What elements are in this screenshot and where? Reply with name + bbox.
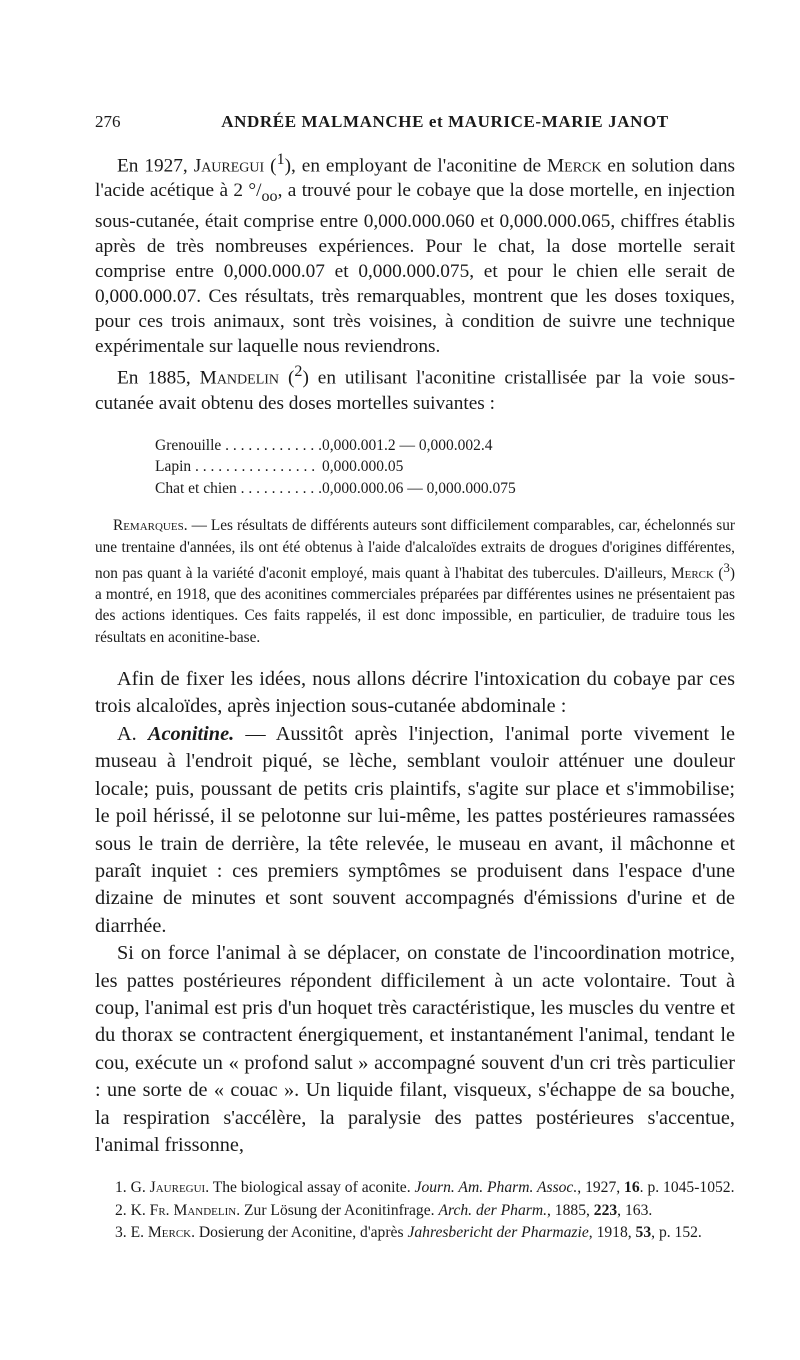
section-title: Aconitine. — [147, 722, 235, 745]
remarks-paragraph: Remarques. — Les résultats de différents auteurs sont difficilement comparables, car, échelonnés sur une trentaine d'années, ils ont été obtenus à l'aide d'alcaloïdes extraits de drogues d'origines différentes, non pas quant à la variété d'aconit employé, mais quant à l'habitat des tubercules. D'ailleurs, Merck ($^3$) a montré, en 1918, que des aconitines commerciales préparées par différentes usines ne présentaient pas des actions identiques. Ces faits rappelés, il est donc impossible, en particulier, de traduire tous les résultats en aconitine-base. — [95, 517, 735, 646]
table-row — [155, 478, 516, 500]
footnote: 2. K. Fr. Mandelin. Zur Lösung der Aconitinfrage. Arch. der Pharm., 1885, 223, 163. — [115, 1201, 653, 1219]
paragraph-aconitine: A. Aconitine. — Aussitôt après l'injection, l'animal porte vivement le museau à l'endroit piqué, se lèche, semblant vouloir atténuer une douleur locale; puis, poussant de petits cris plaintifs, s'agite sur place et s'immobilise; le poil hérissé, il se pelotonne sur lui-même, les pattes postérieures ramassées sous le train de derrière, la tête relevée, le museau en avant, il mâchonne et paraît inquiet : ces premiers symptômes se produisent dans l'espace d'une dizaine de minutes et sont souvent accompagnés d'émissions d'urine et de diarrhée. — [95, 722, 735, 937]
footnotes — [95, 1177, 735, 1245]
animal-cell: Grenouille . . . . . . . . . . . . . — [155, 436, 323, 454]
page-header — [95, 112, 735, 136]
animal-cell: Lapin . . . . . . . . . . . . . . . . — [155, 458, 316, 476]
page-body — [95, 147, 735, 1245]
footnote-ref: 1 — [276, 151, 285, 168]
dose-cell: 0,000.001.2 — 0,000.002.4 — [322, 436, 493, 454]
paragraph-jauregui: En 1927, Jauregui ($^1$), en employant de l'aconitine de Merck en solution dans l'acide acétique à 2 $^\circ/_{oo}$, a trouvé pour le cobaye que la dose mortelle, en injection sous-cutanée, était comprise entre 0,000.000.060 et 0,000.000.065, chiffres établis après de très nombreuses expériences. Pour le chat, la dose mortelle serait comprise entre 0,000.000.07 et 0,000.000.075, et pour le chien elle serait de 0,000.000.07. Ces résultats, très remarquables, montrent que les doses toxiques, pour ces trois animaux, sont très voisines, à condition de suivre une technique expérimentale sur laquelle nous reviendrons. — [95, 151, 736, 358]
table-row — [155, 456, 516, 478]
remarks-label: Remarques. — [113, 517, 188, 535]
author-name: Mandelin — [199, 367, 280, 389]
running-title: ANDRÉE MALMANCHE et MAURICE-MARIE JANOT — [221, 112, 669, 131]
footnote: 1. G. Jauregui. The biological assay of aconite. Journ. Am. Pharm. Assoc., 1927, 16. p. 1045-1052. — [115, 1179, 735, 1197]
paragraph-intro: Afin de fixer les idées, nous allons décrire l'intoxication du cobaye par ces trois alcaloïdes, après injection sous-cutanée abdominale : — [95, 668, 735, 718]
lethal-dose-table — [155, 435, 516, 500]
author-name: Merck — [671, 564, 714, 582]
page-number: 276 — [95, 112, 121, 131]
footnote-ref: 3 — [723, 560, 730, 575]
animal-cell: Chat et chien . . . . . . . . . . . — [155, 479, 323, 497]
dose-cell: 0,000.000.05 — [322, 458, 404, 476]
dose-cell: 0,000.000.06 — 0,000.000.075 — [322, 479, 516, 497]
author-name: Merck — [547, 155, 602, 177]
table-row — [155, 435, 516, 457]
paragraph-symptoms: Si on force l'animal à se déplacer, on constate de l'incoordination motrice, les pattes postérieures répondent difficilement à un acte volontaire. Tout à coup, l'animal est pris d'un hoquet très caractéristique, les muscles du ventre et du thorax se contractent énergiquement, et instantanément l'animal, tendant le cou, exécute un « profond salut » accompagné souvent d'un cri très particulier : une sorte de « couac ». Un liquide filant, visqueux, s'échappe de sa bouche, la respiration s'accélère, la paralysie des pattes postérieures s'accentue, l'animal frissonne, — [95, 942, 735, 1156]
footnote: 3. E. Merck. Dosierung der Aconitine, d'après Jahresbericht der Pharmazie, 1918, 53, p. 152. — [115, 1224, 702, 1242]
footnote-ref: 2 — [294, 363, 303, 381]
author-name: Jauregui — [193, 155, 265, 177]
paragraph-mandelin: En 1885, Mandelin ($^2$) en utilisant l'aconitine cristallisée par la voie sous-cutanée avait obtenu des doses mortelles suivantes : — [95, 363, 735, 414]
